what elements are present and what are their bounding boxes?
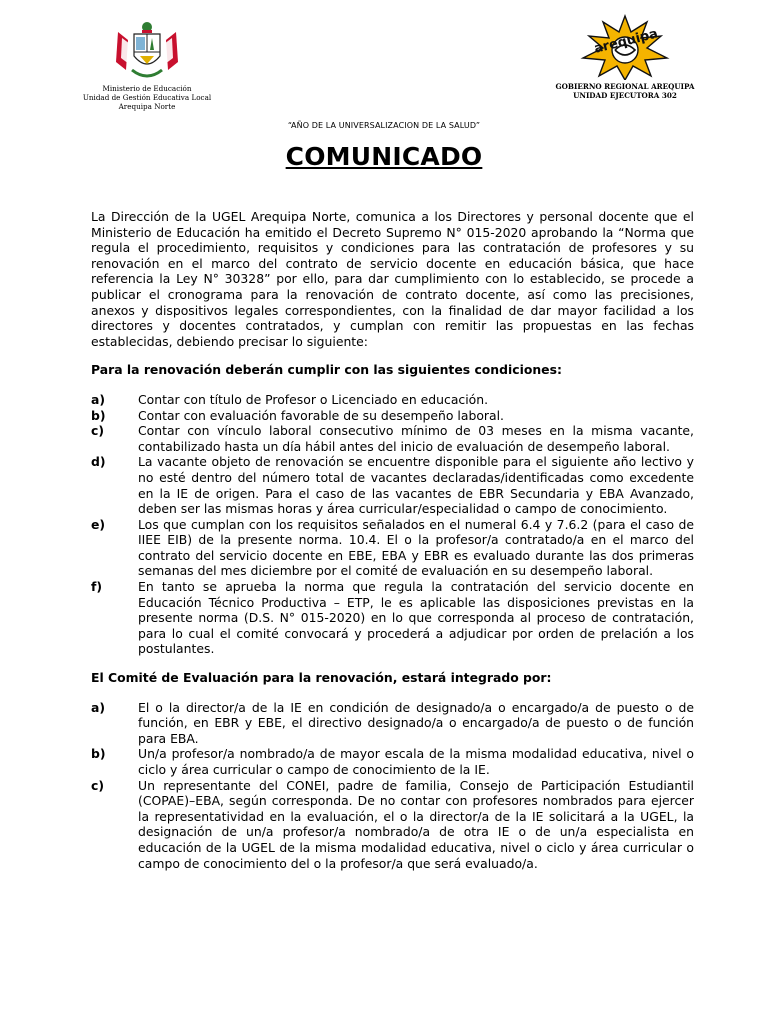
ministry-line-2: Unidad de Gestión Educativa Local [82, 93, 212, 102]
list-item-text: Un representante del CONEI, padre de familia, Consejo de Participación Estudiantil (COPAE)–EBA, según corresponda. De no contar con profesores nombrados para ejercer la representatividad en la evaluación, el o la director/a de la IE solicitará a la UGEL, la designación de un/a profesor/a nombrado/a de otra IE o de un/a especialista en educación de la UGEL de la misma modalidad educativa, nivel o ciclo y área curricular o campo de conocimiento del o la profesor/a que será evaluado/a. [138, 777, 694, 871]
list-item-text: En tanto se aprueba la norma que regula la contratación del servicio docente en Educación Técnico Productiva – ETP, le es aplicable las disposiciones previstas en la presente norma (D.S. N° 015-2020) en lo que corresponda al proceso de contratación, para lo cual el comité convocará y procederá a adjudicar por orden de prelación a los postulantes. [138, 579, 694, 657]
list-marker: c) [91, 423, 105, 439]
list-item-text: El o la director/a de la IE en condición de designado/a o encargado/a de puesto o de función, en EBR y EBE, el directivo designado/a o encargado/a de puesto o de función para EBA. [138, 699, 694, 746]
ministry-header [62, 18, 232, 111]
list-item-text: Un/a profesor/a nombrado/a de mayor escala de la misma modalidad educativa, nivel o ciclo y área curricular o campo de conocimiento de la IE. [138, 746, 694, 777]
list-item [91, 778, 694, 872]
committee-list [91, 700, 694, 872]
list-item-text: La vacante objeto de renovación se encuentre disponible para el siguiente año lectivo y no esté dentro del número total de vacantes declaradas/identificadas como excedente en la IE de origen. Para el caso de las vacantes de EBR Secundaria y EBA Avanzado, deben ser las mismas horas y área curricular/especialidad o campo de conocimiento. [138, 454, 694, 517]
list-marker: a) [91, 699, 106, 715]
list-item [91, 423, 694, 454]
list-item [91, 579, 694, 657]
logo-wordmark: arequipa [592, 26, 660, 57]
list-item-text: Los que cumplan con los requisitos señalados en el numeral 6.4 y 7.6.2 (para el caso de IIEE EIB) de la presente norma. 10.4. El o la profesor/a contratado/a en el marco del contrato del servicio docente en EBE, EBA y EBR es evaluado durante las dos primeras semanas del mes diciembre por el comité de evaluación en su desempeño laboral. [138, 516, 694, 579]
ministry-line-1: Ministerio de Educación [102, 84, 192, 93]
list-item [91, 746, 694, 777]
document-body [91, 209, 694, 871]
list-item [91, 700, 694, 747]
list-marker: a) [91, 391, 106, 407]
list-marker: f) [91, 579, 103, 595]
ministry-line-3: Arequipa Norte [118, 102, 176, 111]
committee-heading: El Comité de Evaluación para la renovación, estará integrado por: [91, 670, 552, 686]
regional-government-header [520, 14, 730, 100]
year-motto: “AÑO DE LA UNIVERSALIZACION DE LA SALUD” [287, 121, 481, 130]
list-item-text: Contar con título de Profesor o Licenciado en educación. [138, 391, 489, 407]
document-title: COMUNICADO [285, 142, 483, 171]
national-coat-of-arms-icon [112, 18, 182, 82]
arequipa-sun-logo [577, 14, 673, 80]
list-marker: d) [91, 454, 106, 470]
list-item [91, 392, 694, 408]
conditions-heading: Para la renovación deberán cumplir con las siguientes condiciones: [91, 362, 562, 378]
list-marker: b) [91, 746, 106, 762]
list-item [91, 408, 694, 424]
regional-government-line-1: GOBIERNO REGIONAL AREQUIPA [555, 82, 695, 91]
regional-government-line-2: UNIDAD EJECUTORA 302 [573, 91, 677, 100]
list-marker: b) [91, 407, 106, 423]
list-marker: c) [91, 777, 105, 793]
list-item-text: Contar con evaluación favorable de su desempeño laboral. [138, 407, 504, 423]
conditions-list [91, 392, 694, 657]
list-item-text: Contar con vínculo laboral consecutivo mínimo de 03 meses en la misma vacante, contabilizado hasta un día hábil antes del inicio de evaluación de desempeño laboral. [138, 423, 694, 454]
intro-paragraph: La Dirección de la UGEL Arequipa Norte, comunica a los Directores y personal docente que el Ministerio de Educación ha emitido el Decreto Supremo N° 015-2020 aprobando la “Norma que regula el procedimiento, requisitos y condiciones para las contratación de profesores y su renovación en el marco del contrato de servicio docente en educación básica, que hace referencia la Ley N° 30328” por ello, para dar cumplimiento con lo establecido, se procede a publicar el cronograma para la renovación de contrato docente, así como las precisiones, anexos y dispositivos legales correspondientes, con la finalidad de dar mayor facilidad a los directores y docentes contratados, y cumplan con remitir las propuestas en las fechas establecidas, debiendo precisar lo siguiente: [91, 209, 694, 349]
list-item [91, 454, 694, 516]
list-item [91, 517, 694, 579]
list-marker: e) [91, 516, 106, 532]
